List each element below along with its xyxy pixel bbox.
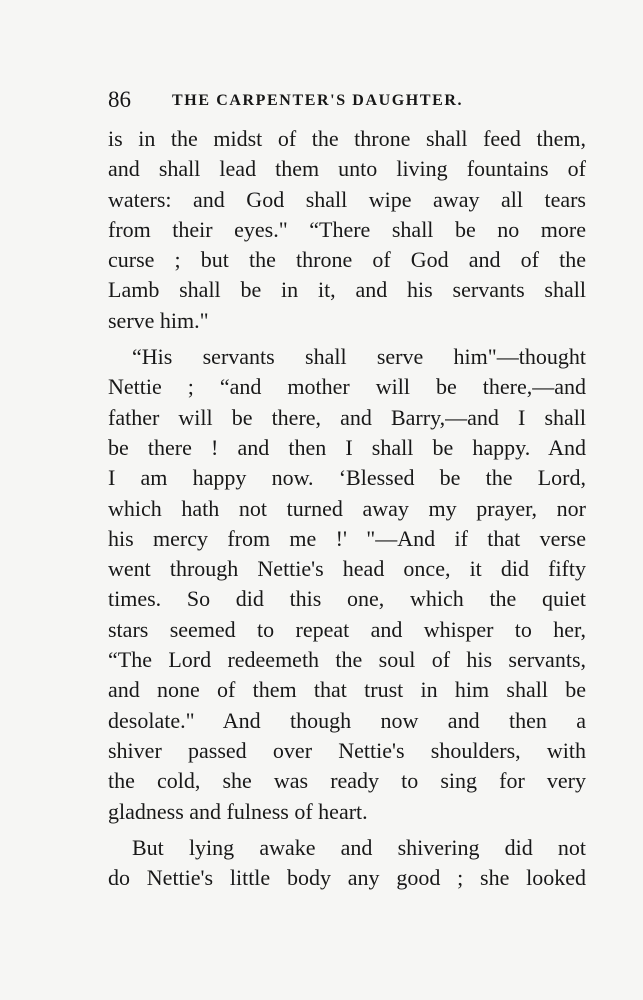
text-line: shiver passed over Nettie's shoulders, with (108, 737, 586, 763)
text-line: “His servants shall serve him"—thought (132, 344, 586, 370)
text-line: But lying awake and shivering did not (132, 834, 586, 860)
paragraph (108, 124, 586, 336)
text-line: and shall lead them unto living fountains of (108, 156, 586, 182)
text-line: Lamb shall be in it, and his servants shall (108, 277, 586, 303)
text-line: gladness and fulness of heart. (108, 798, 368, 824)
running-title: THE CARPENTER'S DAUGHTER. (172, 92, 464, 109)
text-line: Nettie ; “and mother will be there,—and (108, 374, 586, 400)
text-line: do Nettie's little body any good ; she looked (108, 865, 586, 891)
body-text (108, 124, 586, 899)
text-line: from their eyes." “There shall be no more (108, 216, 586, 242)
text-line: be there ! and then I shall be happy. And (108, 434, 586, 460)
text-line: is in the midst of the throne shall feed them, (108, 126, 586, 151)
text-line: the cold, she was ready to sing for very (108, 768, 586, 794)
page-number: 86 (108, 87, 131, 112)
text-line: I am happy now. ‘Blessed be the Lord, (108, 465, 586, 491)
text-line: times. So did this one, which the quiet (108, 586, 586, 612)
page-header (108, 86, 586, 116)
text-line: serve him." (108, 307, 209, 333)
text-line: father will be there, and Barry,—and I shall (108, 404, 586, 430)
text-line: and none of them that trust in him shall be (108, 677, 586, 703)
text-line: his mercy from me !' "—And if that verse (108, 525, 586, 551)
text-line: “The Lord redeemeth the soul of his servants, (108, 647, 586, 673)
paragraph (108, 342, 586, 827)
paragraph (108, 833, 586, 894)
text-line: went through Nettie's head once, it did fifty (108, 556, 586, 582)
text-line: curse ; but the throne of God and of the (108, 247, 586, 273)
text-line: desolate." And though now and then a (108, 707, 586, 733)
text-line: stars seemed to repeat and whisper to her, (108, 616, 586, 642)
text-line: which hath not turned away my prayer, nor (108, 495, 586, 521)
text-line: waters: and God shall wipe away all tears (108, 186, 586, 212)
